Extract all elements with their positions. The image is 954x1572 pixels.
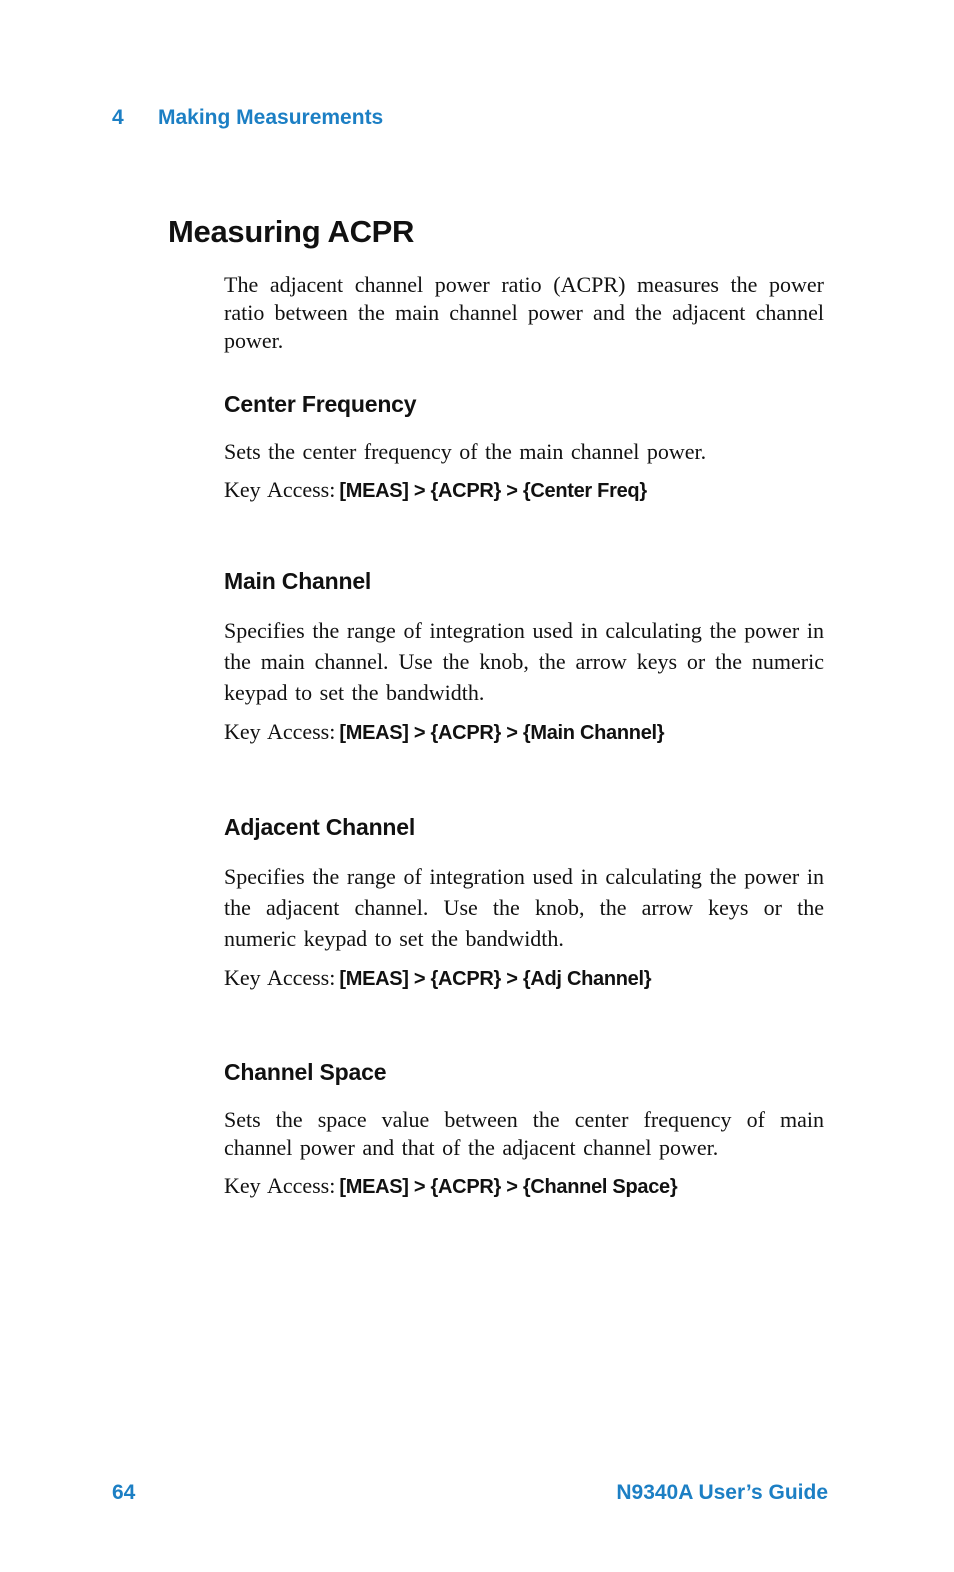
section-main-channel bbox=[224, 567, 824, 747]
section-description: Specifies the range of integration used in calculating the power in the main channel. Use the knob, the arrow keys or the numeric keypad to set the bandwidth. bbox=[224, 618, 824, 705]
key-access bbox=[224, 718, 824, 747]
key-access bbox=[224, 476, 824, 505]
page-number: 64 bbox=[112, 1481, 136, 1504]
key-access-label: Key Access: bbox=[224, 1173, 336, 1198]
section-adjacent-channel bbox=[224, 813, 824, 993]
section-description: Sets the space value between the center frequency of main channel power and that of the adjacent channel power. bbox=[224, 1107, 824, 1160]
key-access bbox=[224, 1172, 824, 1201]
section-heading: Channel Space bbox=[224, 1059, 387, 1085]
chapter-title: Making Measurements bbox=[158, 106, 384, 129]
key-access-label: Key Access: bbox=[224, 965, 336, 990]
key-access-label: Key Access: bbox=[224, 477, 336, 502]
key-access-path: [MEAS] > {ACPR} > {Center Freq} bbox=[339, 480, 647, 502]
section-center-frequency bbox=[224, 390, 824, 505]
key-access bbox=[224, 964, 824, 993]
key-access-label: Key Access: bbox=[224, 719, 336, 744]
section-heading: Adjacent Channel bbox=[224, 814, 416, 840]
section-channel-space bbox=[224, 1058, 824, 1201]
running-header bbox=[112, 106, 383, 130]
key-access-path: [MEAS] > {ACPR} > {Channel Space} bbox=[339, 1176, 678, 1198]
key-access-path: [MEAS] > {ACPR} > {Main Channel} bbox=[339, 722, 665, 744]
section-heading: Center Frequency bbox=[224, 391, 417, 417]
section-heading: Main Channel bbox=[224, 568, 372, 594]
page-title: Measuring ACPR bbox=[168, 214, 415, 249]
intro-paragraph: The adjacent channel power ratio (ACPR) measures the power ratio between the main channel power and the adjacent channel power. bbox=[224, 272, 824, 353]
section-description: Specifies the range of integration used in calculating the power in the adjacent channel. Use the knob, the arrow keys or the numeric keypad to set the bandwidth. bbox=[224, 864, 824, 951]
key-access-path: [MEAS] > {ACPR} > {Adj Channel} bbox=[339, 968, 652, 990]
section-description: Sets the center frequency of the main channel power. bbox=[224, 439, 707, 464]
chapter-number: 4 bbox=[112, 106, 124, 129]
guide-title: N9340A User’s Guide bbox=[616, 1481, 828, 1504]
